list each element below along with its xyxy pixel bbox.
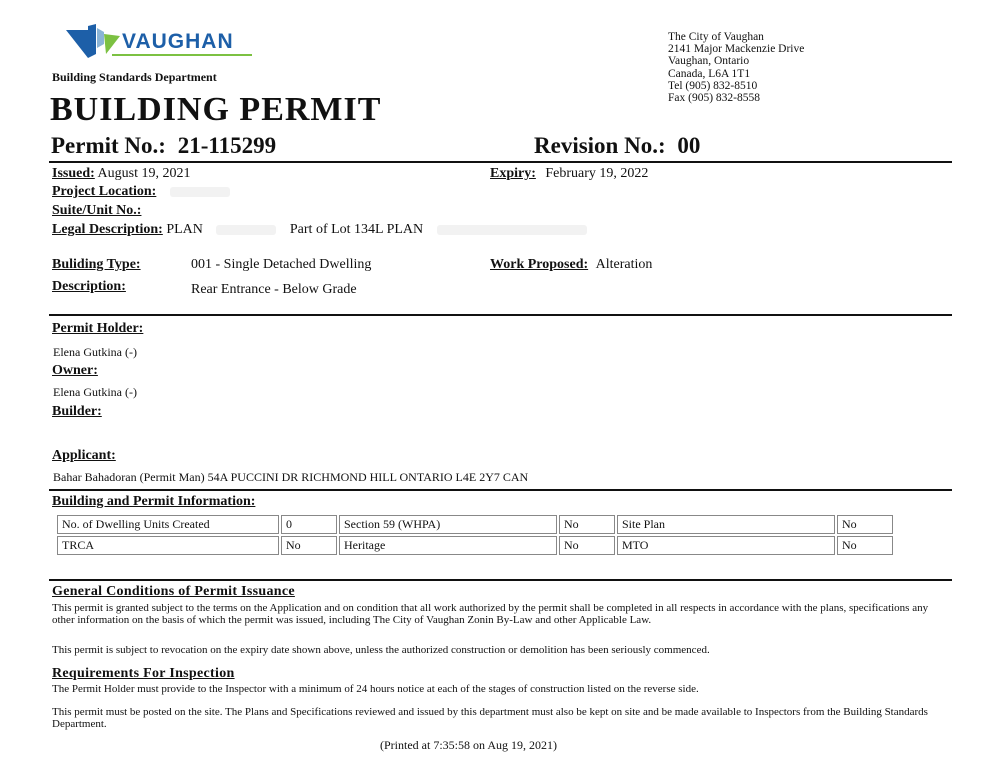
builder-label: Builder:: [52, 404, 102, 419]
project-location-label: Project Location:: [52, 184, 157, 199]
redacted-text: [170, 187, 230, 197]
building-type-row: [52, 257, 141, 273]
table-cell: Site Plan: [617, 515, 835, 534]
printed-timestamp: (Printed at 7:35:58 on Aug 19, 2021): [380, 738, 557, 752]
conditions-paragraph: This permit is subject to revocation on the expiry date shown above, unless the authorized construction or demolition has been seriously commenced.: [52, 644, 710, 656]
table-cell: No. of Dwelling Units Created: [57, 515, 279, 534]
description-label: Description:: [52, 279, 126, 294]
revision-number: [534, 133, 700, 159]
legal-description-row: [52, 222, 587, 238]
applicant-label: Applicant:: [52, 448, 116, 463]
divider: [49, 579, 952, 581]
permit-info-table: [55, 513, 895, 557]
issued-value: August 19, 2021: [97, 166, 191, 181]
legal-description-label: Legal Description:: [52, 222, 163, 237]
table-cell: No: [559, 515, 615, 534]
address-line: Fax (905) 832-8558: [668, 92, 760, 105]
owner-label-row: [52, 363, 98, 379]
permit-number: [51, 133, 276, 159]
description-row: [52, 279, 126, 295]
expiry-row: [490, 166, 648, 182]
table-row: [57, 536, 893, 555]
divider: [49, 161, 952, 163]
divider: [49, 489, 952, 491]
table-cell: Section 59 (WHPA): [339, 515, 557, 534]
expiry-value: February 19, 2022: [545, 166, 649, 181]
revision-number-label: Revision No.:: [534, 133, 666, 158]
applicant-value: Bahar Bahadoran (Permit Man) 54A PUCCINI DR RICHMOND HILL ONTARIO L4E 2Y7 CAN: [53, 470, 529, 484]
permit-holder-value: Elena Gutkina (-): [53, 345, 137, 359]
address-line: The City of Vaughan: [668, 31, 764, 43]
department-name: Building Standards Department: [52, 70, 217, 84]
permit-number-label: Permit No.:: [51, 133, 166, 158]
expiry-label: Expiry:: [490, 166, 536, 181]
table-cell: No: [281, 536, 337, 555]
info-heading: Building and Permit Information:: [52, 494, 256, 509]
address-line: 2141 Major Mackenzie Drive: [668, 43, 805, 56]
address-line: Canada, L6A 1T1: [668, 67, 751, 80]
table-row: [57, 515, 893, 534]
suite-row: [52, 203, 141, 219]
builder-label-row: [52, 404, 102, 420]
work-proposed-label: Work Proposed:: [490, 257, 589, 272]
table-cell: 0: [281, 515, 337, 534]
table-cell: Heritage: [339, 536, 557, 555]
work-proposed-value: Alteration: [595, 257, 653, 272]
city-address: [668, 31, 804, 104]
permit-holder-label-row: [52, 321, 143, 337]
inspection-paragraph: This permit must be posted on the site. The Plans and Specifications reviewed and issued by this department must also be kept on site and be made available to Inspectors from the Building Standards Department.: [52, 706, 928, 730]
revision-number-value: 00: [677, 133, 701, 158]
permit-number-value: 21-115299: [177, 133, 277, 158]
table-cell: No: [837, 515, 893, 534]
logo-text: VAUGHAN: [122, 30, 234, 53]
address-line: Vaughan, Ontario: [668, 55, 750, 68]
page-title: BUILDING PERMIT: [50, 91, 382, 128]
description-value: Rear Entrance - Below Grade: [191, 282, 357, 297]
legal-description-lot: Part of Lot 134L PLAN: [289, 222, 424, 237]
table-cell: TRCA: [57, 536, 279, 555]
inspection-heading: Requirements For Inspection: [52, 666, 235, 681]
conditions-heading: General Conditions of Permit Issuance: [52, 584, 295, 599]
applicant-label-row: [52, 448, 116, 464]
info-heading-row: [52, 494, 255, 510]
permit-holder-label: Permit Holder:: [52, 321, 144, 336]
suite-label: Suite/Unit No.:: [52, 203, 142, 218]
table-cell: MTO: [617, 536, 835, 555]
building-type-label: Buliding Type:: [52, 257, 141, 272]
address-line: Tel (905) 832-8510: [668, 79, 758, 92]
redacted-text: [216, 225, 276, 235]
conditions-paragraph: This permit is granted subject to the terms on the Application and on condition that all work authorized by the permit shall be completed in all respects in accordance with the plans, specifications any other information on the basis of which the permit was issued, including The City of Vaughan Zonin By-Law and other Applicable Law.: [52, 602, 929, 626]
owner-label: Owner:: [52, 363, 98, 378]
divider: [49, 314, 952, 316]
work-proposed-row: [490, 257, 652, 273]
building-type-value: 001 - Single Detached Dwelling: [191, 257, 372, 272]
legal-description-plan: PLAN: [166, 222, 203, 237]
inspection-paragraph: The Permit Holder must provide to the Inspector with a minimum of 24 hours notice at each of the stages of construction listed on the reverse side.: [52, 683, 699, 695]
vaughan-logo: [66, 24, 256, 64]
owner-value: Elena Gutkina (-): [53, 385, 137, 399]
issued-label: Issued:: [52, 166, 95, 181]
table-cell: No: [559, 536, 615, 555]
table-cell: No: [837, 536, 893, 555]
issued-row: [52, 166, 190, 182]
project-location-row: [52, 184, 230, 200]
redacted-text: [437, 225, 587, 235]
logo-underline: [112, 54, 252, 56]
